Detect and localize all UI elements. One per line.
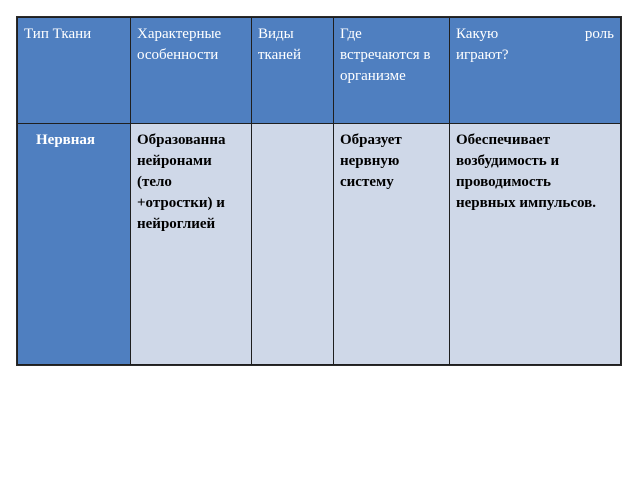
header-cell-kinds — [252, 18, 334, 124]
header-cell-location — [334, 18, 450, 124]
cell-kinds — [252, 124, 334, 365]
header-role-word-2: роль — [584, 26, 614, 42]
cell-type — [18, 124, 131, 365]
table-row — [18, 124, 621, 365]
header-location-label: Где встречаются в организме — [340, 26, 431, 84]
cell-kinds-text — [252, 124, 333, 134]
cell-role-text: Обеспечивает возбудимость и проводимость нервных импульсов. — [456, 132, 596, 211]
tissue-table-grid — [17, 17, 621, 365]
header-type-label: Тип Ткани — [24, 26, 92, 42]
cell-location — [334, 124, 450, 365]
cell-features-text: Образованна нейронами (тело +отростки) и нейроглией — [137, 132, 226, 232]
cell-location-text: Образует нервную систему — [340, 132, 402, 190]
header-role-word-3: играют? — [456, 47, 509, 63]
header-features-label: Характерные особенности — [137, 26, 222, 63]
tissue-table — [16, 16, 622, 366]
cell-role — [450, 124, 621, 365]
header-role-label — [450, 18, 620, 70]
table-header-row — [18, 18, 621, 124]
cell-type-text: Нервная — [36, 132, 96, 148]
header-cell-type — [18, 18, 131, 124]
cell-features — [131, 124, 252, 365]
header-cell-features — [131, 18, 252, 124]
header-cell-role — [450, 18, 621, 124]
header-kinds-label: Виды тканей — [258, 26, 301, 63]
header-role-word-1: Какую — [456, 26, 499, 42]
